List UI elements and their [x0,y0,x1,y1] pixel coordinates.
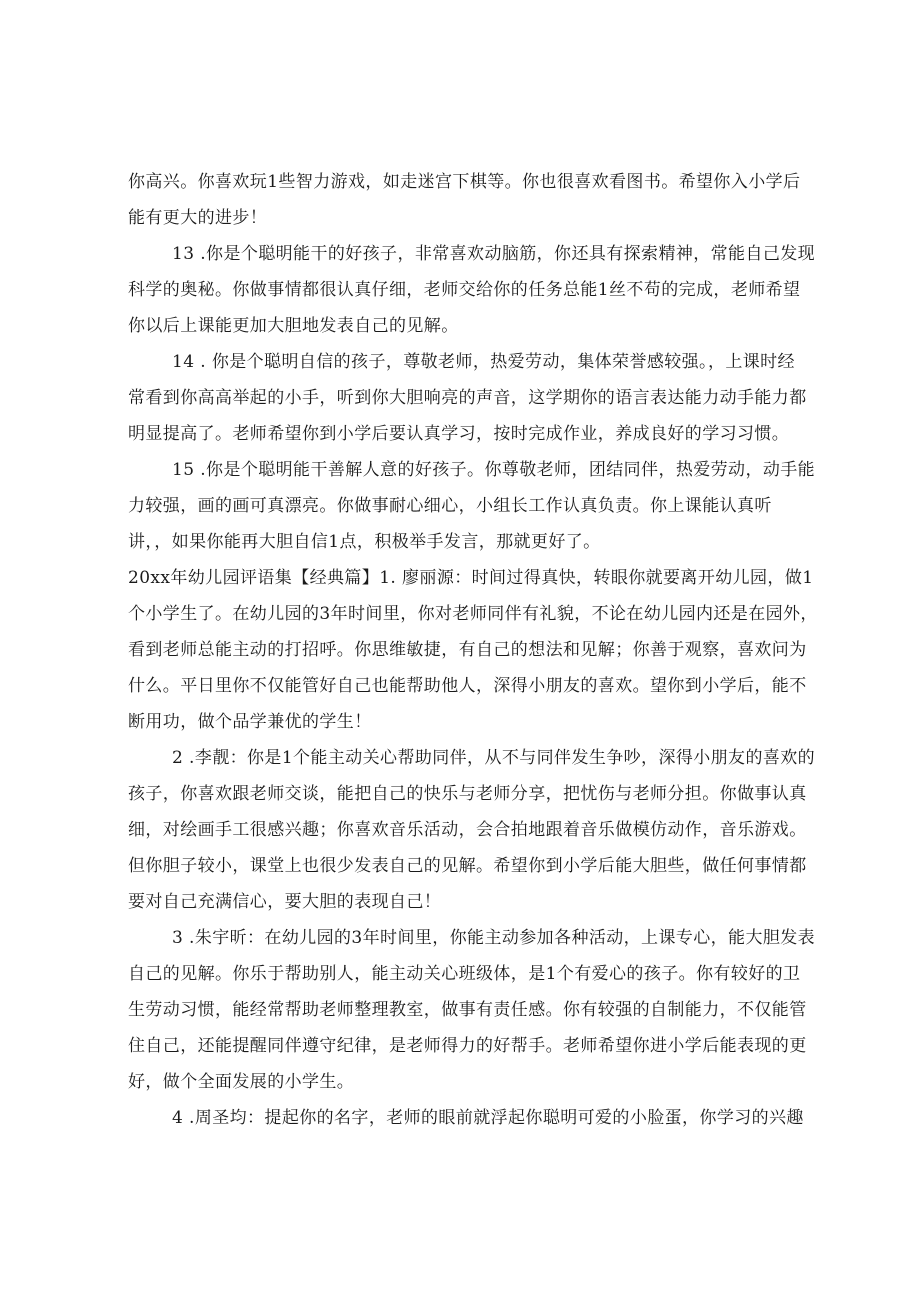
text-line: 4 .周圣均：提起你的名字，老师的眼前就浮起你聪明可爱的小脸蛋，你学习的兴趣 [172,1108,804,1128]
text-line: 断用功，做个品学兼优的学生！ [128,712,372,732]
paragraph [128,236,816,344]
text-line: 自己的见解。你乐于帮助别人，能主动关心班级体，是1个有爱心的孩子。你有较好的卫 [128,964,801,984]
text-line: 能有更大的进步！ [128,208,268,228]
text-line: 3 .朱宇昕：在幼儿园的3年时间里，你能主动参加各种活动，上课专心，能大胆发表 [172,928,816,948]
text-line: 力较强，画的画可真漂亮。你做事耐心细心，小组长工作认真负责。你上课能认真听 [128,496,772,516]
text-line: 2 .李靓：你是1个能主动关心帮助同伴，从不与同伴发生争吵，深得小朋友的喜欢的 [172,748,816,768]
text-line: 但你胆子较小，课堂上也很少发表自己的见解。希望你到小学后能大胆些，做任何事情都 [128,856,807,876]
document-body [128,164,818,1136]
text-line: 看到老师总能主动的打招呼。你思维敏捷，有自己的想法和见解；你善于观察，喜欢问为 [128,640,807,660]
text-line: 明显提高了。老师希望你到小学后要认真学习，按时完成作业，养成良好的学习习惯。 [128,424,790,444]
paragraph [128,452,816,560]
text-line: 孩子，你喜欢跟老师交谈，能把自己的快乐与老师分享，把忧伤与老师分担。你做事认真 [128,784,807,804]
paragraph [128,920,816,1100]
text-line: 要对自己充满信心，要大胆的表现自己！ [128,892,442,912]
text-line: 13 .你是个聪明能干的好孩子，非常喜欢动脑筋，你还具有探索精神，常能自己发现 [172,244,816,264]
text-line: 15 .你是个聪明能干善解人意的好孩子。你尊敬老师，团结同伴，热爱劳动，动手能 [172,460,816,480]
paragraph [128,560,818,740]
text-line: 20xx年幼儿园评语集【经典篇】1. 廖丽源：时间过得真快，转眼你就要离开幼儿园，做1 [128,568,814,588]
text-line: 个小学生了。在幼儿园的3年时间里，你对老师同伴有礼貌，不论在幼儿园内还是在园外， [128,604,818,624]
text-line: 住自己，还能提醒同伴遵守纪律，是老师得力的好帮手。老师希望你进小学后能表现的更 [128,1036,807,1056]
text-line: 什么。平日里你不仅能管好自己也能帮助他人，深得小朋友的喜欢。望你到小学后，能不 [128,676,807,696]
paragraph [128,164,801,236]
text-line: 你高兴。你喜欢玩1些智力游戏，如走迷宫下棋等。你也很喜欢看图书。希望你入小学后 [128,172,801,192]
paragraph [128,740,816,920]
text-line: 14 . 你是个聪明自信的孩子，尊敬老师，热爱劳动，集体荣誉感较强。，上课时经 [172,352,795,372]
text-line: 生劳动习惯，能经常帮助老师整理教室，做事有责任感。你有较强的自制能力，不仅能管 [128,1000,807,1020]
paragraph [128,344,807,452]
text-line: 科学的奥秘。你做事情都很认真仔细，老师交给你的任务总能1丝不苟的完成，老师希望 [128,280,801,300]
text-line: 常看到你高高举起的小手，听到你大胆响亮的声音，这学期你的语言表达能力动手能力都 [128,388,807,408]
paragraph [128,1100,804,1136]
text-line: 讲，，如果你能再大胆自信1点，积极举手发言，那就更好了。 [128,532,601,552]
text-line: 你以后上课能更加大胆地发表自己的见解。 [128,316,459,336]
text-line: 好，做个全面发展的小学生。 [128,1072,355,1092]
text-line: 细，对绘画手工很感兴趣；你喜欢音乐活动，会合拍地跟着音乐做模仿动作，音乐游戏。 [128,820,807,840]
